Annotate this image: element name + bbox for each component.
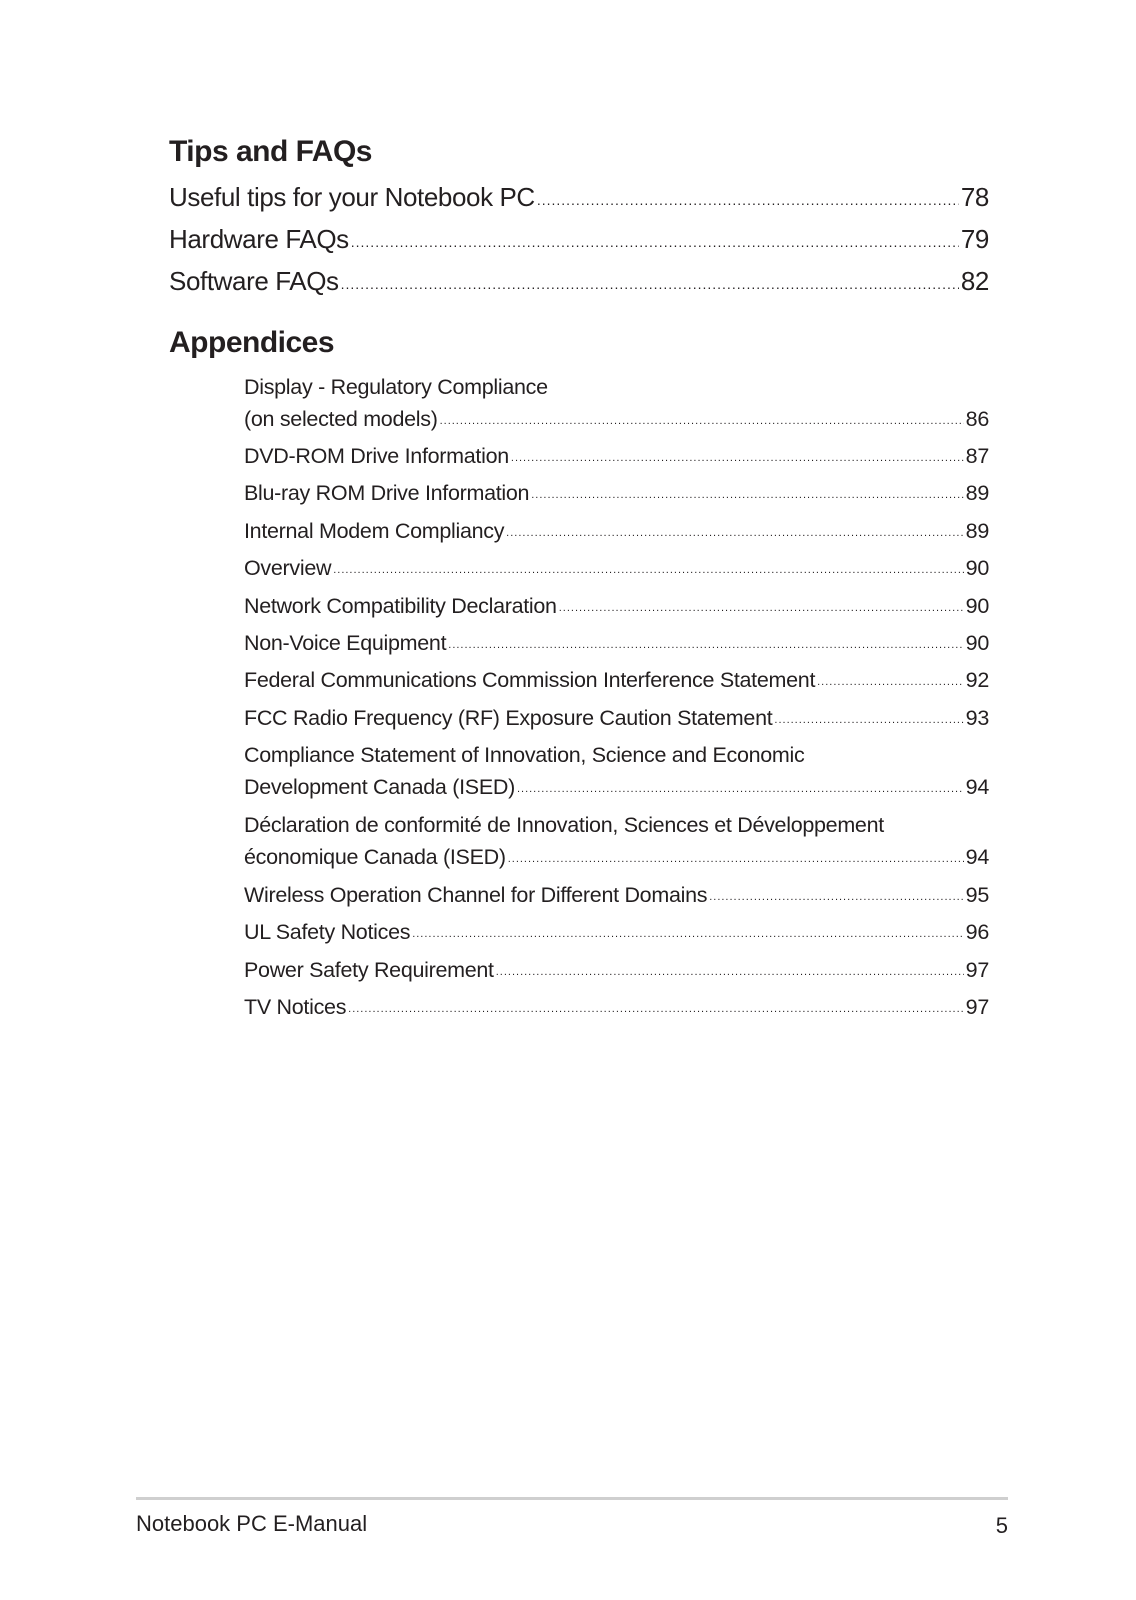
dot-leader <box>341 274 959 298</box>
toc-entry[interactable] <box>169 222 989 256</box>
toc-entry-page: 94 <box>965 775 989 799</box>
appendices-section-heading: Appendices <box>169 326 335 359</box>
toc-entry-page: 90 <box>965 631 989 655</box>
toc-entry-page: 87 <box>965 444 989 468</box>
toc-entry[interactable] <box>244 554 989 582</box>
dot-leader <box>517 781 964 801</box>
toc-entry-label: Hardware FAQs <box>169 224 349 254</box>
toc-entry-label: DVD-ROM Drive Information <box>244 444 509 468</box>
toc-entry-label-line1[interactable]: Display - Regulatory Compliance <box>244 375 548 399</box>
toc-entry[interactable] <box>244 704 989 732</box>
footer-page-number: 5 <box>995 1513 1008 1538</box>
toc-entry-label: Network Compatibility Declaration <box>244 594 557 618</box>
toc-entry[interactable] <box>244 881 989 909</box>
toc-entry[interactable] <box>244 405 989 433</box>
toc-entry[interactable] <box>244 629 989 657</box>
toc-entry[interactable] <box>244 773 989 801</box>
toc-entry[interactable] <box>244 918 989 946</box>
toc-entry-page: 93 <box>965 706 989 730</box>
toc-entry-label: Power Safety Requirement <box>244 958 494 982</box>
footer-divider <box>136 1497 1008 1500</box>
dot-leader <box>333 562 963 582</box>
toc-entry-label: économique Canada (ISED) <box>244 845 506 869</box>
toc-entry-label: Software FAQs <box>169 266 339 296</box>
toc-entry-label: Overview <box>244 556 332 580</box>
toc-entry-label-line1[interactable]: Déclaration de conformité de Innovation, Sciences et Développement <box>244 813 884 837</box>
footer-manual-title: Notebook PC E-Manual <box>136 1511 368 1536</box>
toc-entry[interactable] <box>244 517 989 545</box>
toc-entry-page: 94 <box>965 845 989 869</box>
dot-leader <box>774 712 963 732</box>
toc-entry-label: FCC Radio Frequency (RF) Exposure Caution Statement <box>244 706 773 730</box>
dot-leader <box>351 232 959 256</box>
toc-entry[interactable] <box>244 479 989 507</box>
toc-entry-page: 79 <box>960 224 989 254</box>
toc-entry-page: 95 <box>965 883 989 907</box>
toc-entry-label: Blu-ray ROM Drive Information <box>244 481 530 505</box>
dot-leader <box>537 190 959 214</box>
toc-entry-label: (on selected models) <box>244 407 438 431</box>
dot-leader <box>506 525 964 545</box>
toc-entry-page: 97 <box>965 995 989 1019</box>
toc-entry-page: 86 <box>965 407 989 431</box>
dot-leader <box>496 964 964 984</box>
toc-entry-page: 90 <box>965 556 989 580</box>
dot-leader <box>709 889 963 909</box>
toc-entry[interactable] <box>169 264 989 298</box>
dot-leader <box>448 637 963 657</box>
toc-entry-label-line1[interactable]: Compliance Statement of Innovation, Science and Economic <box>244 743 805 767</box>
toc-entry-label: TV Notices <box>244 995 347 1019</box>
toc-entry-page: 97 <box>965 958 989 982</box>
toc-entry-page: 90 <box>965 594 989 618</box>
toc-entry-label: Wireless Operation Channel for Different Domains <box>244 883 708 907</box>
dot-leader <box>440 413 964 433</box>
toc-entry[interactable] <box>169 180 989 214</box>
toc-entry-label: Internal Modem Compliancy <box>244 519 505 543</box>
toc-entry-label: UL Safety Notices <box>244 920 411 944</box>
toc-entry[interactable] <box>244 666 989 694</box>
toc-entry-label: Federal Communications Commission Interference Statement <box>244 668 816 692</box>
tips-section-heading: Tips and FAQs <box>169 135 372 168</box>
toc-entry[interactable] <box>244 442 989 470</box>
toc-entry-page: 89 <box>965 519 989 543</box>
toc-entry[interactable] <box>244 843 989 871</box>
toc-entry[interactable] <box>244 592 989 620</box>
toc-entry-page: 82 <box>960 266 989 296</box>
dot-leader <box>511 450 964 470</box>
toc-entry-label: Useful tips for your Notebook PC <box>169 182 535 212</box>
dot-leader <box>348 1001 964 1021</box>
dot-leader <box>508 851 964 871</box>
dot-leader <box>531 487 963 507</box>
dot-leader <box>559 600 964 620</box>
toc-entry-label: Non-Voice Equipment <box>244 631 447 655</box>
toc-entry-page: 78 <box>960 182 989 212</box>
toc-entry[interactable] <box>244 993 989 1021</box>
toc-entry[interactable] <box>244 956 989 984</box>
toc-entry-label: Development Canada (ISED) <box>244 775 515 799</box>
toc-entry-page: 89 <box>965 481 989 505</box>
toc-entry-page: 92 <box>965 668 989 692</box>
dot-leader <box>817 674 964 694</box>
dot-leader <box>412 926 963 946</box>
toc-entry-page: 96 <box>965 920 989 944</box>
